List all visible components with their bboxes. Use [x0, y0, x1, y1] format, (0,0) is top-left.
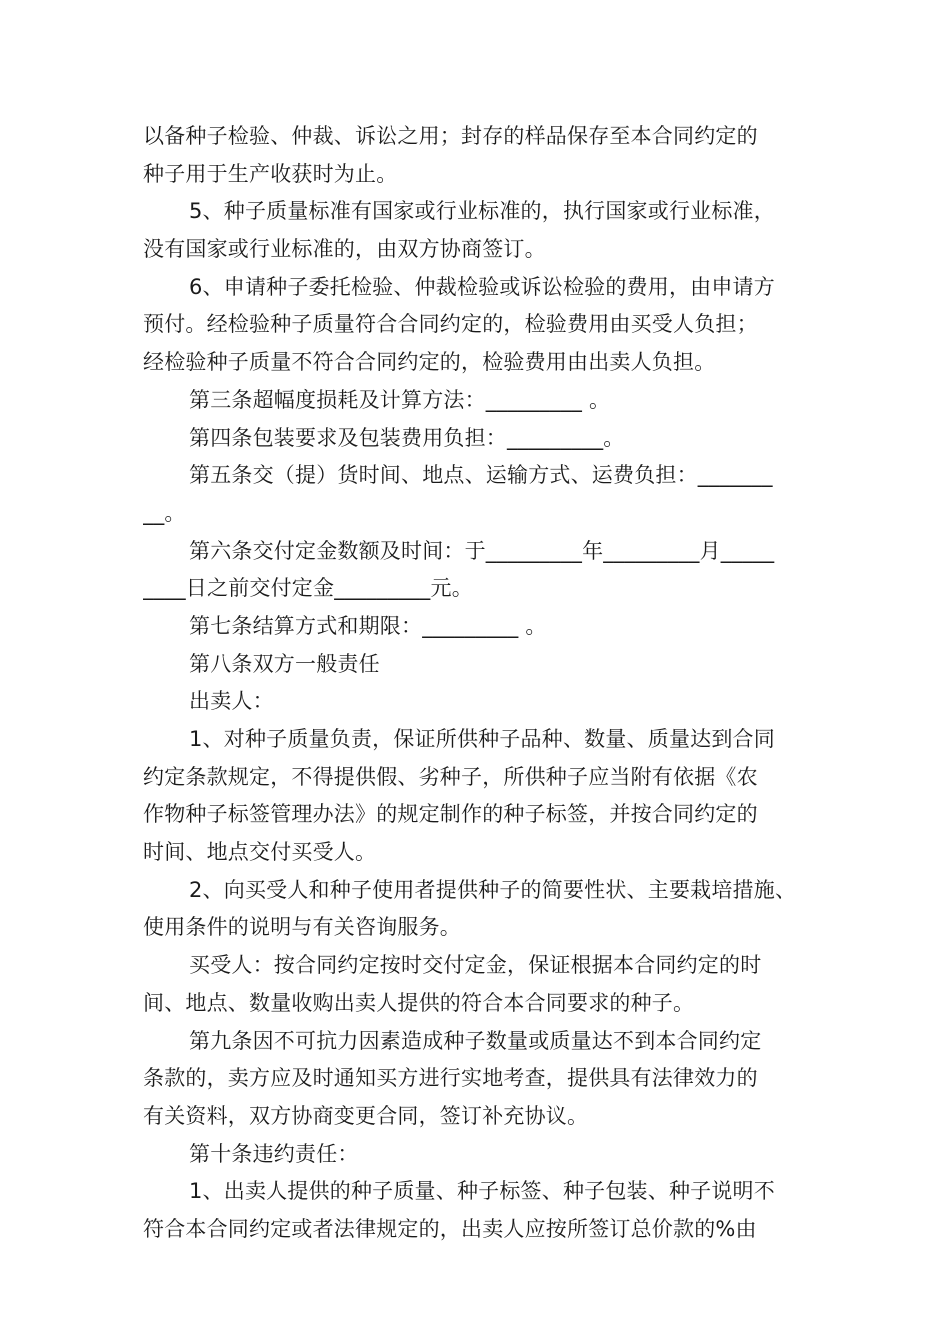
text-line: 以备种子检验、仲裁、诉讼之用；封存的样品保存至本合同约定的	[143, 124, 758, 148]
text-line: 第七条结算方式和期限：_________ 。	[189, 613, 547, 638]
text-line: 使用条件的说明与有关咨询服务。	[143, 915, 461, 940]
text-line: 第五条交（提）货时间、地点、运输方式、运费负担：_______	[189, 463, 773, 488]
text-line: 第八条双方一般责任	[189, 651, 380, 676]
text-line: 买受人：按合同约定按时交付定金，保证根据本合同约定的时	[189, 953, 762, 978]
text-line: 出卖人：	[189, 689, 274, 714]
text-line: 第三条超幅度损耗及计算方法：_________ 。	[189, 387, 611, 412]
text-line: ____日之前交付定金_________元。	[143, 576, 473, 601]
text-line: 有关资料，双方协商变更合同，签订补充协议。	[143, 1103, 589, 1128]
text-line: 没有国家或行业标准的，由双方协商签订。	[143, 237, 546, 262]
text-line: 条款的，卖方应及时通知买方进行实地考查，提供具有法律效力的	[143, 1066, 758, 1091]
text-line: 6、申请种子委托检验、仲裁检验或诉讼检验的费用，由申请方	[189, 274, 775, 299]
text-line: 2、向买受人和种子使用者提供种子的简要性状、主要栽培措施、	[189, 877, 797, 902]
document-body	[143, 118, 807, 1249]
text-line: 间、地点、数量收购出卖人提供的符合本合同要求的种子。	[143, 990, 695, 1015]
text-line: __。	[143, 500, 186, 525]
text-line: 第九条因不可抗力因素造成种子数量或质量达不到本合同约定	[189, 1028, 762, 1053]
text-line: 1、对种子质量负责，保证所供种子品种、数量、质量达到合同	[189, 727, 775, 751]
text-line: 经检验种子质量不符合合同约定的，检验费用由出卖人负担。	[143, 350, 716, 375]
text-line: 种子用于生产收获时为止。	[143, 161, 398, 186]
text-line: 符合本合同约定或者法律规定的，出卖人应按所签订总价款的%由	[143, 1216, 757, 1241]
text-line: 预付。经检验种子质量符合合同约定的，检验费用由买受人负担；	[143, 312, 758, 337]
text-line: 第四条包装要求及包装费用负担：_________。	[189, 425, 625, 450]
text-line: 时间、地点交付买受人。	[143, 840, 377, 865]
text-line: 作物种子标签管理办法》的规定制作的种子标签，并按合同约定的	[143, 802, 758, 827]
text-line: 第六条交付定金数额及时间：于_________年_________月_____	[189, 538, 775, 563]
text-line: 1、出卖人提供的种子质量、种子标签、种子包装、种子说明不	[189, 1179, 775, 1204]
text-line: 约定条款规定，不得提供假、劣种子，所供种子应当附有依据《农	[143, 764, 758, 789]
text-line: 5、种子质量标准有国家或行业标准的，执行国家或行业标准，	[189, 199, 775, 224]
text-line: 第十条违约责任：	[189, 1141, 359, 1166]
